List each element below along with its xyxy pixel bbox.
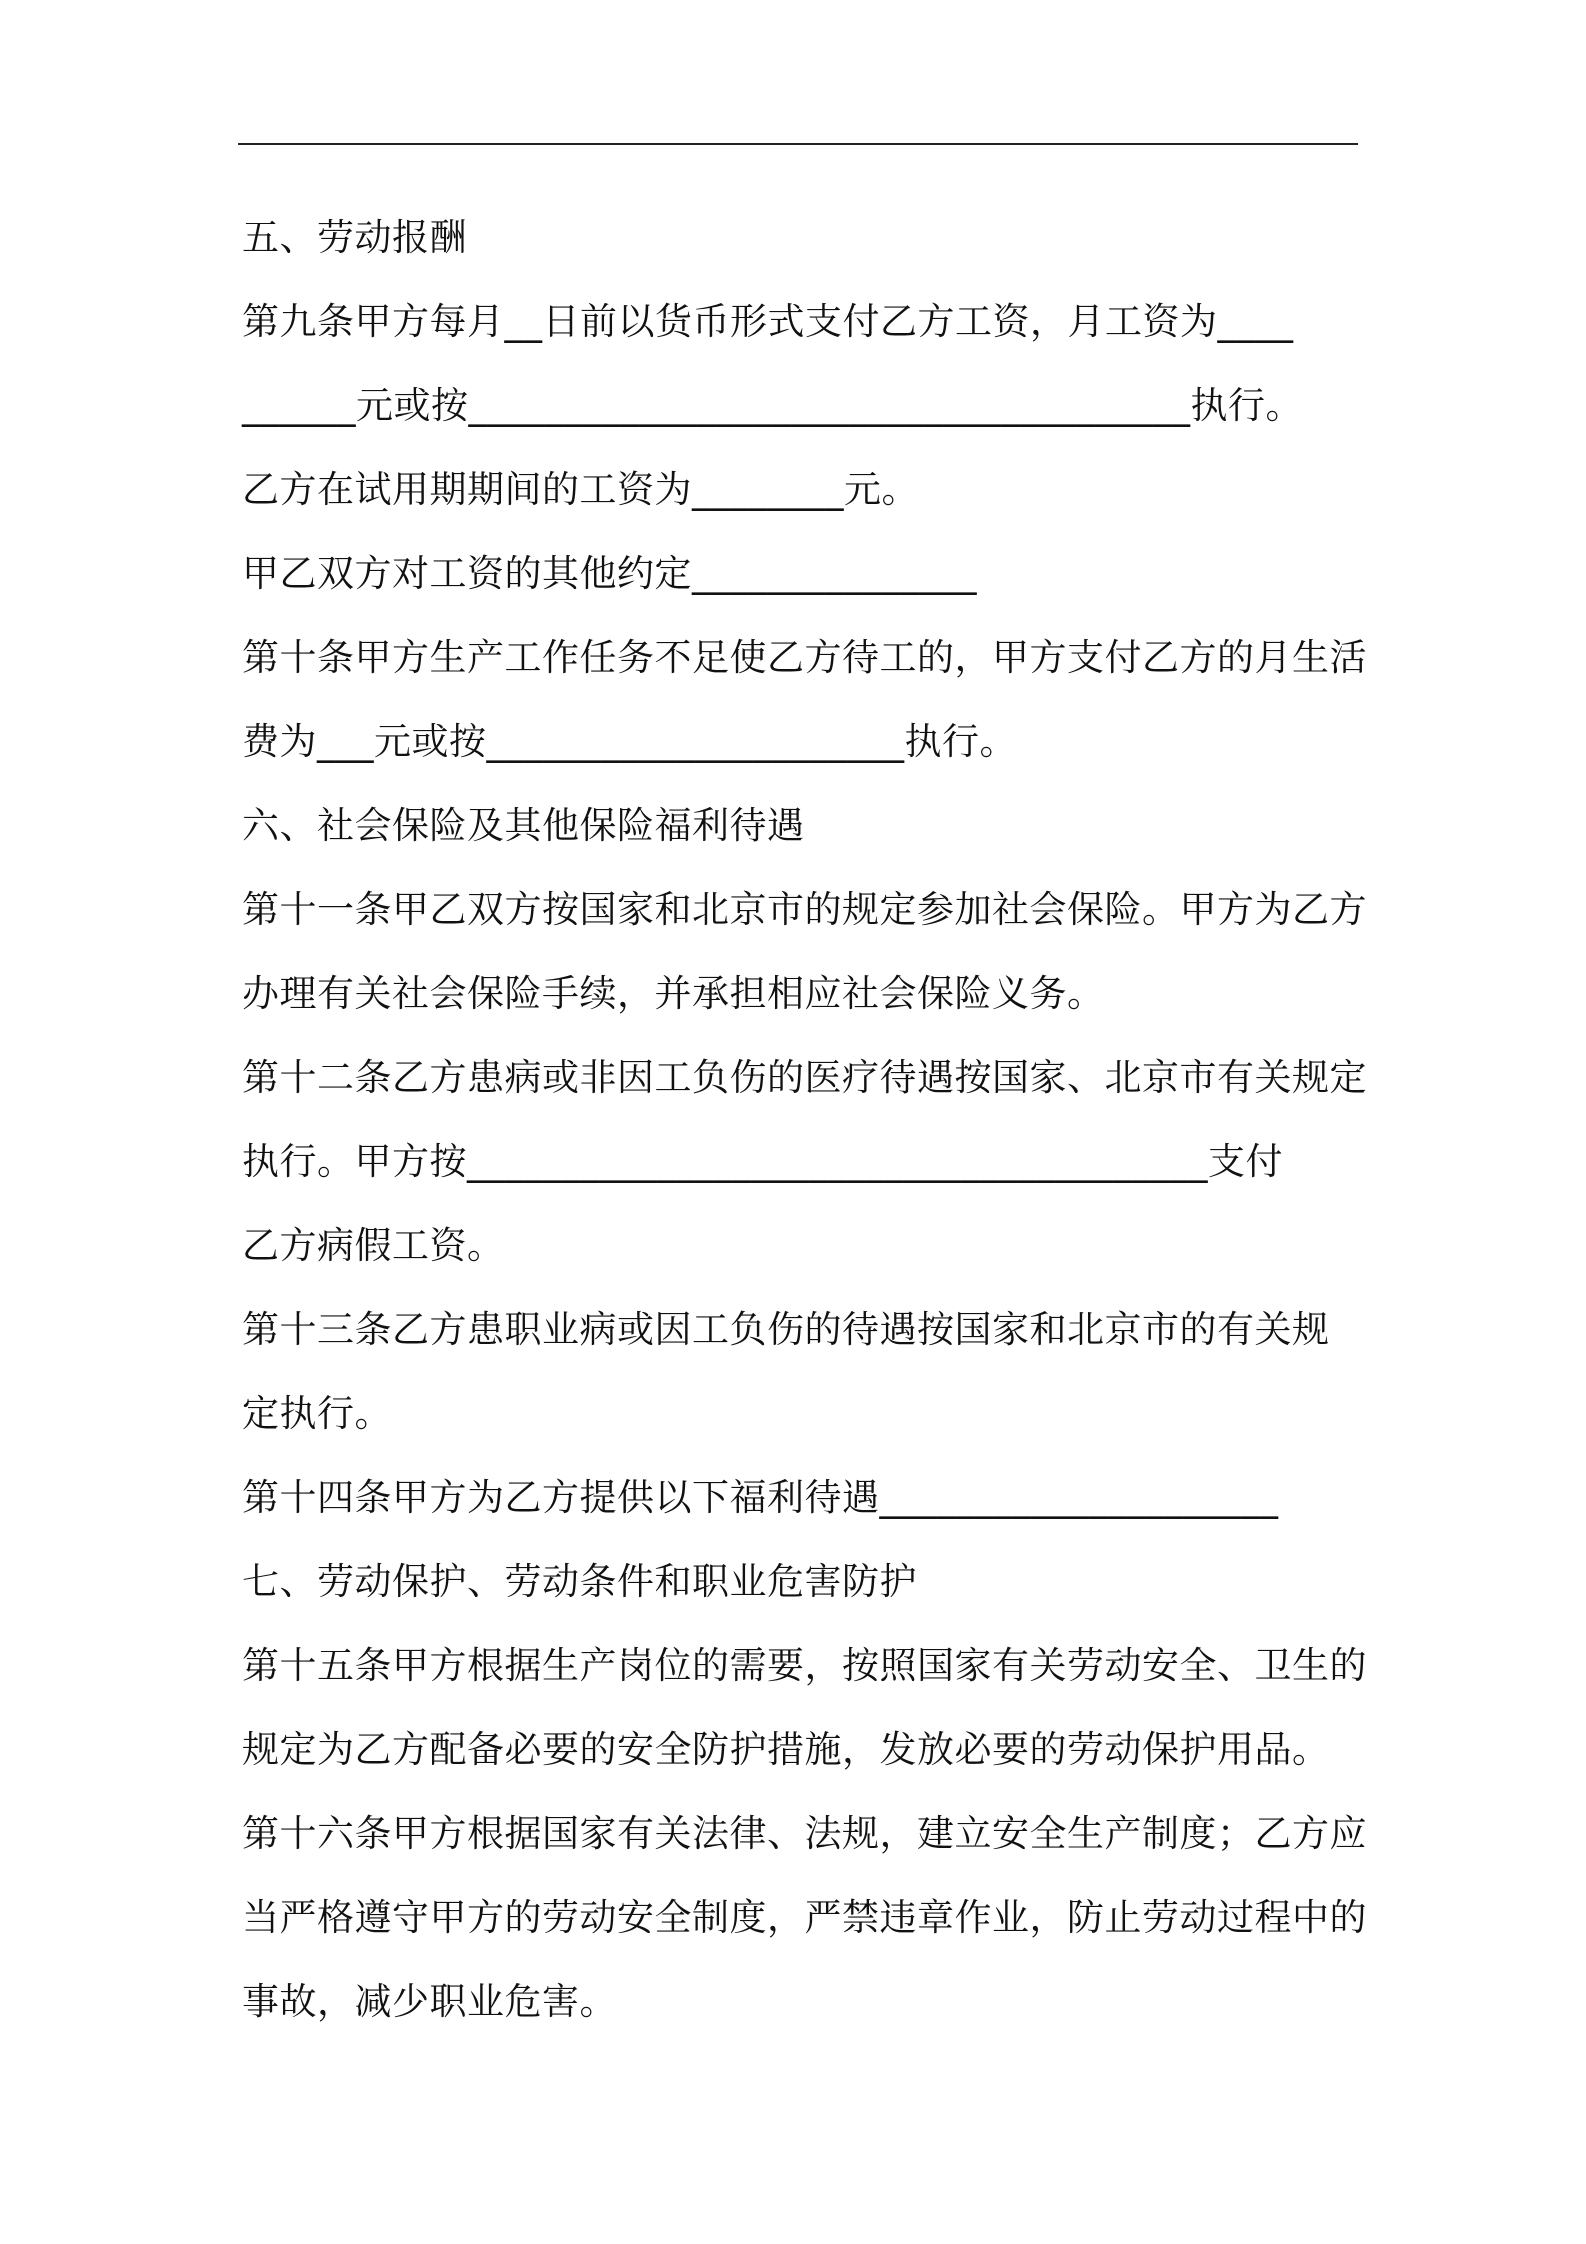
article-12-line-1: 第十二条乙方患病或非因工负伤的医疗待遇按国家、北京市有关规定 (242, 1056, 1367, 1099)
section-heading-labor-protection: 七、劳动保护、劳动条件和职业危害防护 (242, 1560, 917, 1603)
article-9-line-2: ______元或按______________________________________执行。 (242, 384, 1303, 427)
article-16-line-1: 第十六条甲方根据国家有关法律、法规，建立安全生产制度；乙方应 (242, 1812, 1367, 1855)
header-rule (238, 143, 1358, 145)
article-14-line: 第十四条甲方为乙方提供以下福利待遇_____________________ (242, 1476, 1279, 1519)
article-9-line-1: 第九条甲方每月__日前以货币形式支付乙方工资，月工资为____ (242, 300, 1294, 343)
other-wage-agreement-line: 甲乙双方对工资的其他约定_______________ (242, 552, 977, 595)
article-11-line-1: 第十一条甲乙双方按国家和北京市的规定参加社会保险。甲方为乙方 (242, 888, 1367, 931)
article-12-line-3: 乙方病假工资。 (242, 1224, 505, 1267)
article-11-line-2: 办理有关社会保险手续，并承担相应社会保险义务。 (242, 972, 1105, 1015)
article-10-line-2: 费为___元或按______________________执行。 (242, 720, 1017, 763)
article-10-line-1: 第十条甲方生产工作任务不足使乙方待工的，甲方支付乙方的月生活 (242, 636, 1367, 679)
article-15-line-2: 规定为乙方配备必要的安全防护措施，发放必要的劳动保护用品。 (242, 1728, 1330, 1771)
article-16-line-2: 当严格遵守甲方的劳动安全制度，严禁违章作业，防止劳动过程中的 (242, 1896, 1367, 1939)
section-heading-remuneration: 五、劳动报酬 (242, 216, 467, 259)
section-heading-insurance: 六、社会保险及其他保险福利待遇 (242, 804, 805, 847)
article-16-line-3: 事故，减少职业危害。 (242, 1980, 617, 2023)
article-13-line-1: 第十三条乙方患职业病或因工负伤的待遇按国家和北京市的有关规 (242, 1308, 1330, 1351)
article-12-line-2: 执行。甲方按_______________________________________支付 (242, 1140, 1283, 1183)
article-13-line-2: 定执行。 (242, 1392, 392, 1435)
article-15-line-1: 第十五条甲方根据生产岗位的需要，按照国家有关劳动安全、卫生的 (242, 1644, 1367, 1687)
probation-wage-line: 乙方在试用期期间的工资为________元。 (242, 468, 919, 511)
document-body (242, 196, 1372, 2044)
